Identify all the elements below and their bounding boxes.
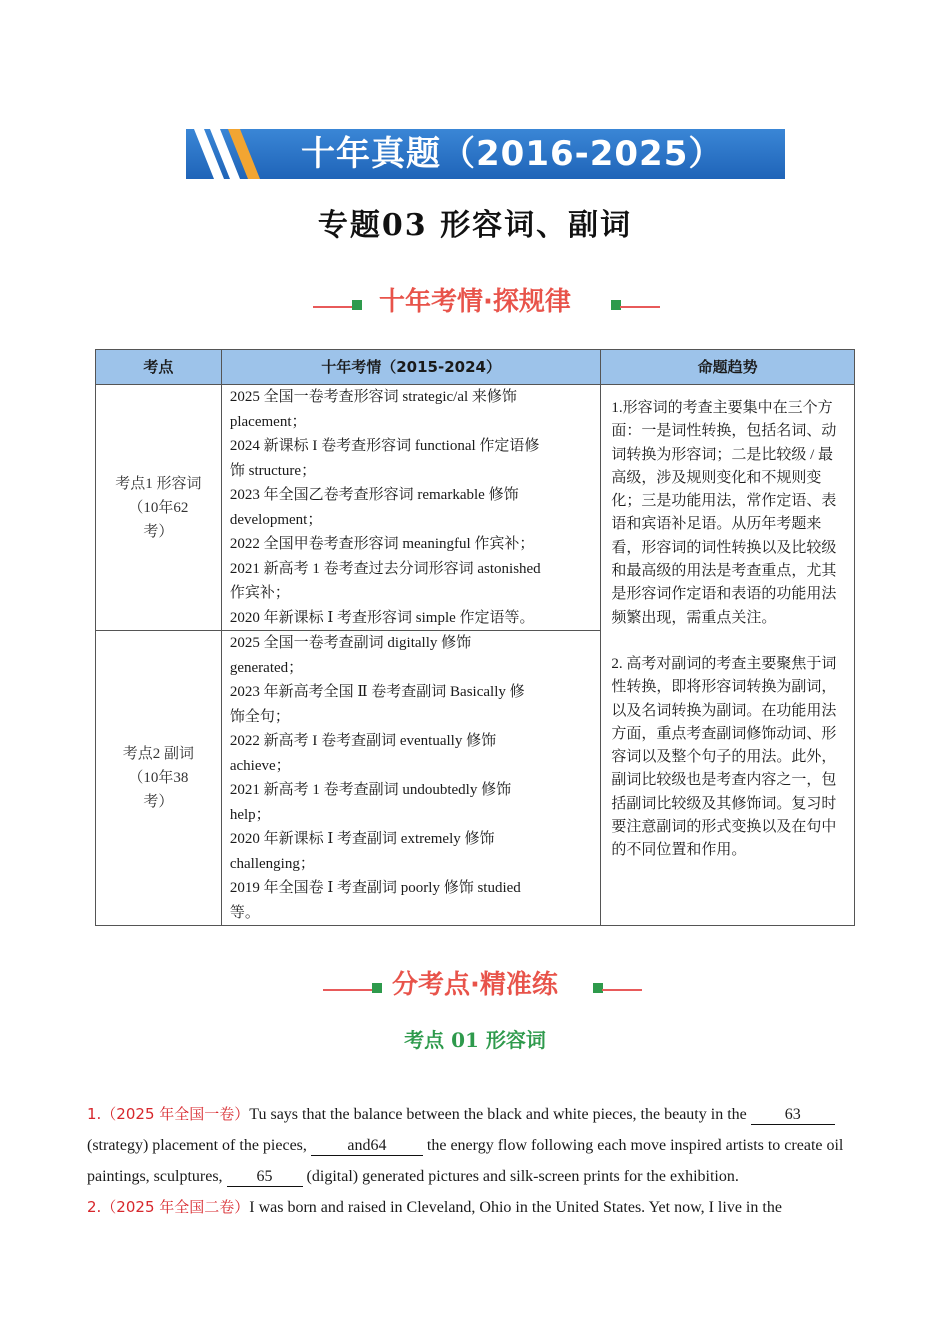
history-line: help；: [229, 806, 271, 823]
divider-right: [620, 306, 660, 308]
question-text: Tu says that the balance between the black and white pieces, the beauty in the: [249, 1106, 751, 1123]
history-line: 2021 新高考 1 卷考查过去分词形容词 astonished: [229, 560, 541, 577]
history-line: generated；: [229, 659, 304, 676]
history-line: 2024 新课标 I 卷考查形容词 functional 作定语修: [229, 438, 540, 454]
question-list: [87, 1099, 865, 1223]
history-cell: [221, 385, 601, 631]
exam-stats-table: [95, 349, 855, 926]
history-line: 饰全句；: [229, 708, 290, 725]
section-label: 十年考情·探规律: [379, 287, 571, 317]
history-line: 2022 全国甲卷考查形容词 meaningful 作宾补；: [229, 536, 535, 552]
practice-subheading: 考点 01 形容词: [404, 1028, 546, 1052]
history-line: 2025 全国一卷考查形容词 strategic/al 来修饰: [229, 389, 517, 405]
stripes-decoration-icon: [186, 129, 276, 179]
trend-paragraph-adverb: 2. 高考对副词的考查主要聚焦于词性转换，即将形容词转换为副词，以及名词转换为副词。在功能用法方面，重点考查副词修饰动词、形容词以及整个句子的用法。此外，副词比较级也是考查内容之一，包括副词比较级及其修饰词。复习时要注意副词的形式变换以及在句中的不同位置和作用。: [611, 655, 837, 859]
square-deco-icon: [352, 300, 362, 310]
topic-count: （10年62: [128, 499, 189, 516]
section-label: 分考点·精准练: [392, 970, 558, 1000]
section-heading-practice: [0, 965, 950, 1005]
answer-blank[interactable]: 65: [227, 1168, 303, 1187]
history-line: 2019 年全国卷 Ⅰ 考查副词 poorly 修饰 studied: [229, 880, 521, 896]
history-line: 作宾补；: [229, 585, 290, 601]
topic-count: （10年38: [128, 770, 189, 786]
history-line: 饰 structure；: [229, 462, 317, 479]
topic-label: 考点1 形容词: [115, 475, 202, 492]
square-deco-icon: [372, 983, 382, 993]
history-line: development；: [229, 511, 323, 528]
history-line: 2025 全国一卷考查副词 digitally 修饰: [229, 635, 472, 651]
square-deco-icon: [593, 983, 603, 993]
table-header-row: [96, 350, 855, 385]
question-tag: 2.（2025 年全国二卷）: [87, 1198, 250, 1216]
top-banner: [186, 129, 785, 179]
trend-cell: [601, 385, 855, 926]
header-history: 十年考情（2015-2024）: [221, 350, 601, 385]
history-cell: [221, 631, 601, 926]
history-line: placement；: [229, 413, 307, 430]
history-line: 2020 年新课标 Ⅰ 考查形容词 simple 作定语等。: [229, 609, 535, 626]
topic-count-suffix: 考）: [143, 794, 174, 810]
history-line: 2022 新高考 I 卷考查副词 eventually 修饰: [229, 733, 497, 749]
history-line: 2020 年新课标 Ⅰ 考查副词 extremely 修饰: [229, 831, 495, 847]
question-1: [87, 1099, 865, 1192]
history-line: achieve；: [229, 757, 291, 774]
question-text: (strategy) placement of the pieces,: [87, 1137, 311, 1154]
table-row: [96, 385, 855, 631]
history-line: 2023 年新高考全国 Ⅱ 卷考查副词 Basically 修: [229, 684, 525, 700]
history-line: 等。: [229, 904, 260, 921]
question-text: the energy flow following each move inspired artists to create oil paintings, sculptures,: [87, 1137, 844, 1185]
question-text: (digital) generated pictures and silk-screen prints for the exhibition.: [302, 1168, 739, 1185]
question-text: I was born and raised in Cleveland, Ohio in the United States. Yet now, I live in the: [249, 1199, 782, 1216]
answer-blank[interactable]: and64: [311, 1137, 423, 1156]
question-2: [87, 1192, 865, 1223]
header-trend: 命题趋势: [601, 350, 855, 385]
trend-paragraph-adjective: 1.形容词的考查主要集中在三个方面：一是词性转换，包括名词、动词转换为形容词；二是比较级 / 最高级，涉及规则变化和不规则变化；三是功能用法，常作定语、表语和宾语补足语。从历年考题来看，形容词的词性转换以及比较级和最高级的用法是考查重点，尤其是形容词作定语和表语的功能用法频繁出现，需重点关注。: [611, 400, 837, 626]
divider-right: [602, 989, 642, 991]
answer-blank[interactable]: 63: [751, 1106, 835, 1125]
topic-count-suffix: 考）: [143, 523, 174, 540]
history-line: 2023 年全国乙卷考查形容词 remarkable 修饰: [229, 487, 519, 503]
page-title: 专题03 形容词、副词: [317, 208, 633, 243]
header-topic: 考点: [96, 350, 222, 385]
topic-cell: [96, 385, 222, 631]
topic-label: 考点2 副词: [122, 746, 195, 762]
history-line: 2021 新高考 1 卷考查副词 undoubtedly 修饰: [229, 782, 512, 798]
topic-cell: [96, 631, 222, 926]
question-tag: 1.（2025 年全国一卷）: [87, 1105, 250, 1123]
history-line: challenging；: [229, 855, 315, 872]
banner-title: 十年真题（2016-2025）: [301, 134, 724, 174]
section-heading-stats: [0, 282, 950, 322]
square-deco-icon: [611, 300, 621, 310]
